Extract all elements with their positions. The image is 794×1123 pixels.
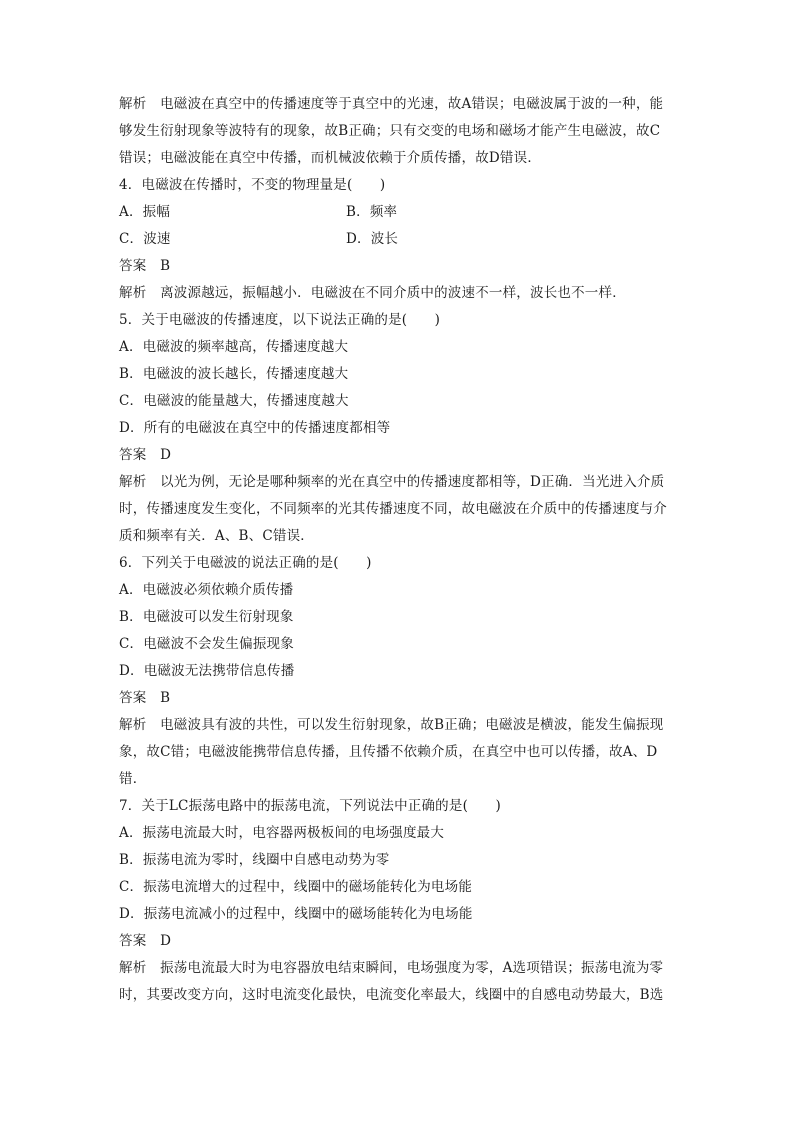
q5-stem: 5．关于电磁波的传播速度，以下说法正确的是( ) xyxy=(119,312,441,328)
prev-explanation-line-2: 够发生衍射现象等波特有的现象，故B正确；只有交变的电场和磁场才能产生电磁波，故C xyxy=(119,123,661,139)
q4-option-d: D．波长 xyxy=(346,231,399,247)
q5-option-b: B．电磁波的波长越长，传播速度越大 xyxy=(119,366,349,382)
q4-option-c: C．波速 xyxy=(119,231,171,247)
q5-option-c: C．电磁波的能量越大，传播速度越大 xyxy=(119,393,349,409)
q7-option-a: A．振荡电流最大时，电容器两极板间的电场强度最大 xyxy=(119,825,445,841)
q6-option-d: D．电磁波无法携带信息传播 xyxy=(119,663,295,679)
q5-explanation-line-3: 质和频率有关．A、B、C错误． xyxy=(119,528,314,544)
q5-option-d: D．所有的电磁波在真空中的传播速度都相等 xyxy=(119,420,391,436)
prev-explanation-line-1: 解析 电磁波在真空中的传播速度等于真空中的光速，故A错误；电磁波属于波的一种，能 xyxy=(119,96,664,112)
q4-answer: 答案 B xyxy=(119,258,171,274)
q6-explanation-line-2: 象，故C错；电磁波能携带信息传播，且传播不依赖介质，在真空中也可以传播，故A、D xyxy=(119,744,658,760)
q6-option-c: C．电磁波不会发生偏振现象 xyxy=(119,636,294,652)
q6-stem: 6．下列关于电磁波的说法正确的是( ) xyxy=(119,555,372,571)
q6-option-b: B．电磁波可以发生衍射现象 xyxy=(119,609,294,625)
q5-explanation-line-1: 解析 以光为例，无论是哪种频率的光在真空中的传播速度都相等，D正确．当光进入介质 xyxy=(119,474,665,490)
q7-stem: 7．关于LC振荡电路中的振荡电流，下列说法中正确的是( ) xyxy=(119,798,501,814)
q7-explanation-line-1: 解析 振荡电流最大时为电容器放电结束瞬间，电场强度为零，A选项错误；振荡电流为零 xyxy=(119,960,664,976)
q4-option-b: B．频率 xyxy=(346,204,398,220)
q7-option-b: B．振荡电流为零时，线圈中自感电动势为零 xyxy=(119,852,390,868)
q5-explanation-line-2: 时，传播速度发生变化，不同频率的光其传播速度不同，故电磁波在介质中的传播速度与介 xyxy=(119,501,667,517)
q6-explanation-line-3: 错． xyxy=(119,771,147,787)
q7-answer: 答案 D xyxy=(119,933,172,949)
q4-option-a: A．振幅 xyxy=(119,204,171,220)
q5-option-a: A．电磁波的频率越高，传播速度越大 xyxy=(119,339,349,355)
q6-option-a: A．电磁波必须依赖介质传播 xyxy=(119,582,294,598)
q4-stem: 4．电磁波在传播时，不变的物理量是( ) xyxy=(119,177,386,193)
q6-answer: 答案 B xyxy=(119,690,171,706)
q4-explanation-line-1: 解析 离波源越远，振幅越小．电磁波在不同介质中的波速不一样，波长也不一样． xyxy=(119,285,626,301)
q7-option-c: C．振荡电流增大的过程中，线圈中的磁场能转化为电场能 xyxy=(119,879,473,895)
prev-explanation-line-3: 错误；电磁波能在真空中传播，而机械波依赖于介质传播，故D错误． xyxy=(119,150,542,166)
q6-explanation-line-1: 解析 电磁波具有波的共性，可以发生衍射现象，故B正确；电磁波是横波，能发生偏振现 xyxy=(119,717,664,733)
q7-option-d: D．振荡电流减小的过程中，线圈中的磁场能转化为电场能 xyxy=(119,906,473,922)
q5-answer: 答案 D xyxy=(119,447,172,463)
q7-explanation-line-2: 时，其要改变方向，这时电流变化最快，电流变化率最大，线圈中的自感电动势最大，B选 xyxy=(119,987,664,1003)
